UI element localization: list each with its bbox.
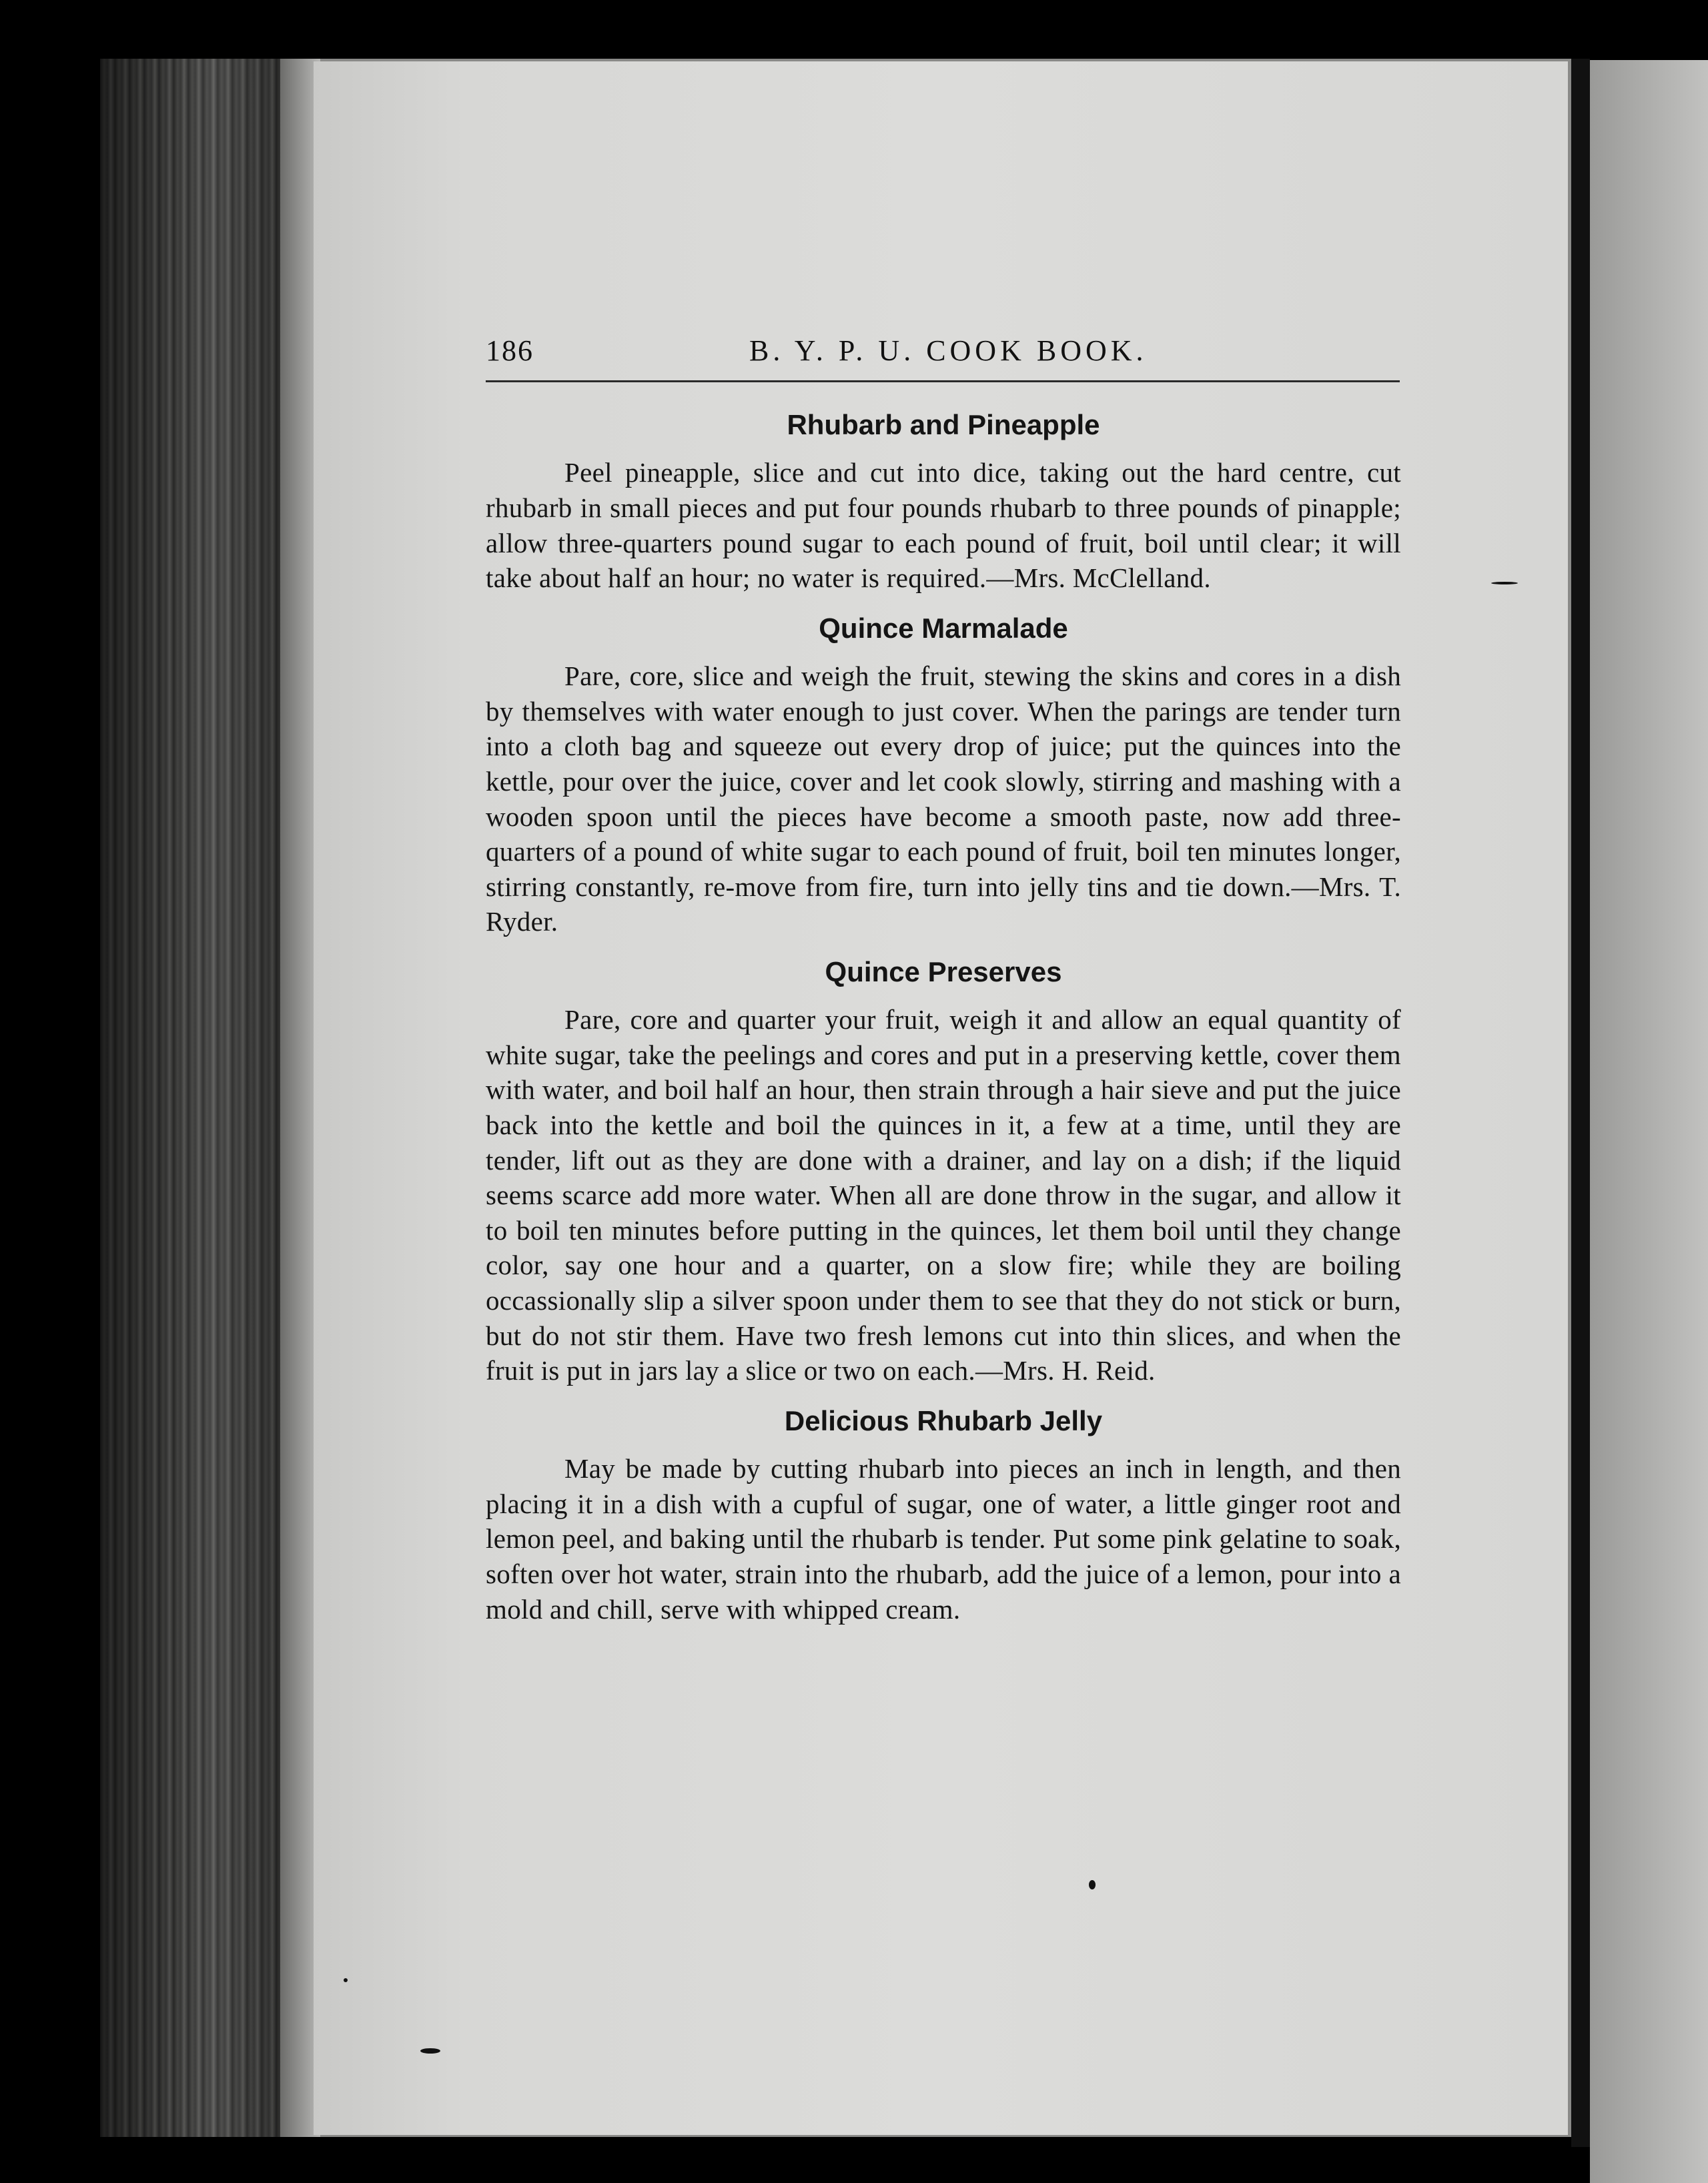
running-head bbox=[486, 334, 1400, 374]
recipe-title: Quince Marmalade bbox=[819, 612, 1068, 644]
recipe-body: Pare, core, slice and weigh the fruit, stewing the skins and cores in a dish by themselves with water enough to just cover. When the parings are tender turn into a cloth bag and squeeze out every drop of juice; put the quinces into the kettle, pour over the juice, cover and let cook slowly, stirring and mashing with a wooden spoon until the pieces have become a smooth paste, now add three-quarters of a pound of white sugar to each pound of fruit, boil ten minutes longer, stirring constantly, re-move from fire, turn into jelly tins and tie down.—Mrs. T. Ryder. bbox=[486, 661, 1401, 937]
header-rule bbox=[486, 380, 1400, 382]
page-number: 186 bbox=[486, 334, 534, 367]
scan-speck bbox=[344, 1978, 348, 1982]
facing-page-edge bbox=[1590, 60, 1708, 2183]
book-title: B. Y. P. U. COOK BOOK. bbox=[749, 334, 1148, 367]
recipe-body: Peel pineapple, slice and cut into dice, taking out the hard centre, cut rhubarb in small pieces and put four pounds rhubarb to three pounds of pinapple; allow three-quarters pound sugar to each pound of fruit, boil until clear; it will take about half an hour; no water is required.—Mrs. McClelland. bbox=[486, 457, 1401, 594]
scan-speck bbox=[420, 2048, 440, 2054]
recipe-title: Delicious Rhubarb Jelly bbox=[784, 1404, 1103, 1436]
recipe-title: Quince Preserves bbox=[825, 955, 1062, 987]
recipe-title: Rhubarb and Pineapple bbox=[787, 409, 1100, 440]
scan-speck bbox=[1089, 1880, 1096, 1889]
recipe-body: May be made by cutting rhubarb into pieces an inch in length, and then placing it in a dish with a cupful of sugar, one of water, a little ginger root and lemon peel, and baking until the rhubarb is tender. Put some pink gelatine to soak, soften over hot water, strain into the rhubarb, add the juice of a lemon, pour into a mold and chill, serve with whipped cream. bbox=[486, 1453, 1401, 1625]
page-edges bbox=[100, 59, 290, 2137]
recipe-body: Pare, core and quarter your fruit, weigh it and allow an equal quantity of white sugar, take the peelings and cores and put in a preserving kettle, cover them with water, and boil half an hour, then strain through a hair sieve and put the juice back into the kettle and boil the quinces in it, a few at a time, until they are tender, lift out as they are done with a drainer, and lay on a dish; if the liquid seems scarce add more water. When all are done throw in the sugar, and allow it to boil ten minutes before putting in the quinces, let them boil until they change color, say one hour and a quarter, on a slow fire; while they are boiling occassionally slip a silver spoon under them to see that they do not stick or burn, but do not stir them. Have two fresh lemons cut into thin slices, and when the fruit is put in jars lay a slice or two on each.—Mrs. H. Reid. bbox=[486, 1004, 1401, 1386]
scan-speck bbox=[1491, 582, 1518, 584]
recipe-content bbox=[486, 408, 1401, 1643]
binding-gap bbox=[1571, 59, 1590, 2147]
